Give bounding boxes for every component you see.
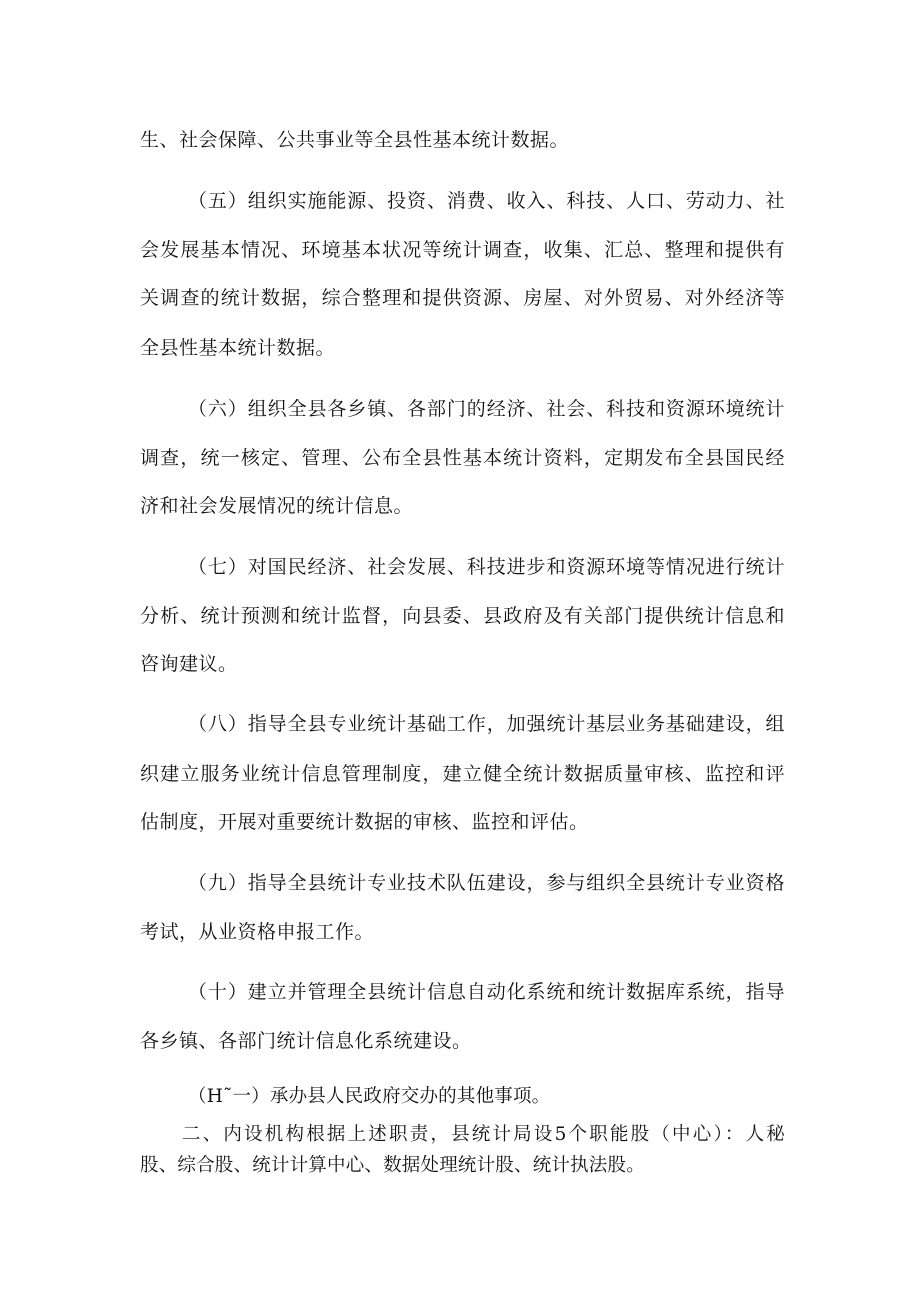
paragraph-line: 织建立服务业统计信息管理制度，建立健全统计数据质量审核、监控和评	[140, 763, 785, 785]
paragraph-line: （七）对国民经济、社会发展、科技进步和资源环境等情况进行统计	[188, 556, 785, 578]
paragraph-line: 济和社会发展情况的统计信息。	[140, 495, 414, 517]
paragraph-line: 各乡镇、各部门统计信息化系统建设。	[140, 1030, 472, 1052]
paragraph-line: （九）指导全县统计专业技术队伍建设，参与组织全县统计专业资格	[188, 872, 785, 894]
paragraph-line: （六）组织全县各乡镇、各部门的经济、社会、科技和资源环境统计	[188, 398, 785, 420]
paragraph-line: （H˜一）承办县人民政府交办的其他事项。	[188, 1086, 551, 1107]
paragraph-line: 会发展基本情况、环境基本状况等统计调查，收集、汇总、整理和提供有	[140, 239, 785, 261]
paragraph-line: 分析、统计预测和统计监督，向县委、县政府及有关部门提供统计信息和	[140, 605, 785, 627]
paragraph-line: （八）指导全县专业统计基础工作，加强统计基层业务基础建设，组	[188, 713, 785, 735]
paragraph-line: 生、社会保障、公共事业等全县性基本统计数据。	[140, 129, 570, 151]
paragraph-line: 关调查的统计数据，综合整理和提供资源、房屋、对外贸易、对外经济等	[140, 287, 785, 309]
paragraph-line: 咨询建议。	[140, 653, 238, 675]
paragraph-line: （十）建立并管理全县统计信息自动化系统和统计数据库系统，指导	[188, 981, 785, 1003]
paragraph-line: 股、综合股、统计计算中心、数据处理统计股、统计执法股。	[140, 1155, 645, 1176]
paragraph-line: （五）组织实施能源、投资、消费、收入、科技、人口、劳动力、社	[188, 190, 785, 212]
paragraph-line: 考试，从业资格申报工作。	[140, 921, 375, 943]
paragraph-line: 估制度，开展对重要统计数据的审核、监控和评估。	[140, 811, 589, 833]
paragraph-line: 全县性基本统计数据。	[140, 337, 336, 359]
paragraph-line: 调查，统一核定、管理、公布全县性基本统计资料，定期发布全县国民经	[140, 447, 785, 469]
paragraph-line: 二、内设机构根据上述职责，县统计局设5个职能股（中心）：人秘	[182, 1124, 785, 1145]
